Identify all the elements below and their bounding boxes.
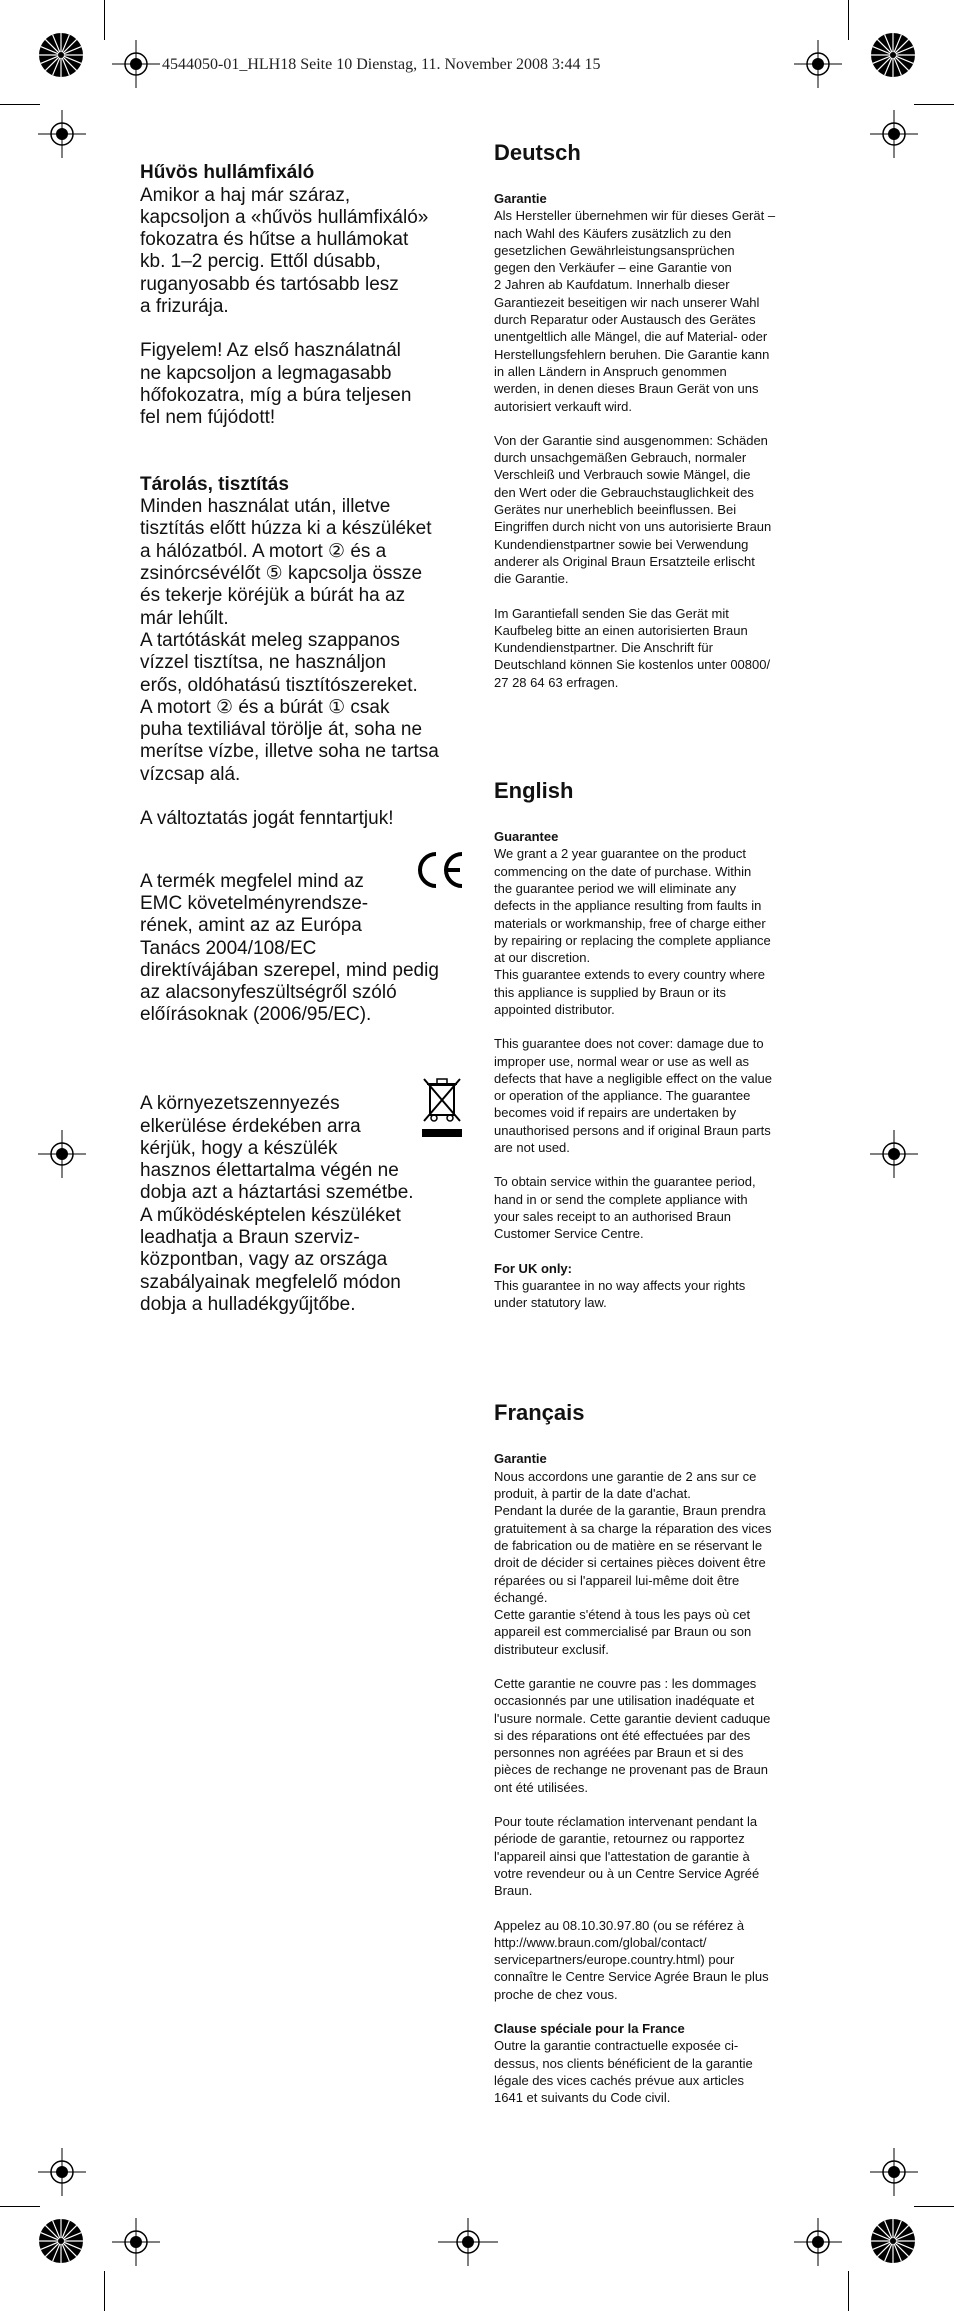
print-slug: 4544050-01_HLH18 Seite 10 Dienstag, 11. November 2008 3:44 15 [162, 56, 601, 73]
ce-mark-icon [414, 850, 466, 890]
heading-francais: Français [494, 1400, 585, 1426]
registration-mark-icon [38, 110, 86, 158]
heading-deutsch: Deutsch [494, 140, 581, 165]
de-p1 [494, 190, 816, 415]
de-p2: Von der Garantie sind ausgenommen: Schäden durch unsachgemäßen Gebrauch, normaler Verschleiß und Verbrauch sowie Mängel, die den Wert oder die Gebrauchstauglichkeit des Gerätes nur unerheblich beeinflussen. Bei Eingriffen durch nicht von uns autorisierte Braun Kundendienstpartner sowie bei Verwendung anderer als Original Braun Ersatzteile erlischt die Garantie. [494, 432, 772, 587]
star-target-icon [38, 2218, 84, 2264]
crop-line [848, 2271, 849, 2311]
en-uk-title: For UK only: [494, 1260, 572, 1276]
env-section [140, 1071, 460, 1339]
registration-mark-icon [870, 1130, 918, 1178]
crop-line [0, 2206, 40, 2207]
registration-mark-icon [870, 2148, 918, 2196]
registration-mark-icon [38, 2148, 86, 2196]
fr-subtitle: Garantie [494, 1451, 547, 1467]
crop-line [914, 2206, 954, 2207]
en-p1 [494, 828, 816, 1018]
cool-section [140, 140, 460, 318]
fr-p3: Pour toute réclamation intervenant pendant la période de garantie, retournez ou rapportez l'appareil ainsi que l'attestation de garantie à votre revendeur ou à un Centre Service Agréé Braun. [494, 1814, 760, 1899]
storage-title: Tárolás, tisztítás [140, 473, 289, 495]
en-p2: This guarantee does not cover: damage due to improper use, normal wear or use as well as defects that have a negligible effect on the value or operation of the appliance. The guarantee becomes void if repairs are undertaken by unauthorised persons and if original Braun parts are not used. [494, 1036, 773, 1156]
storage-text: Minden használat után, illetve tisztítás előtt húzza ki a készüléket a hálózatból. A motort ② és a zsinórcsévélőt ⑤ kapcsolja össze és tekerje köréjük a búrát ha az már lehűlt. A tartótáskát meleg szappanos vízzel tisztítsa, ne használjon erős, oldóhatású tisztítószereket. A motort ② és a búrát ① csak puha textiliával törölje át, soha ne merítse vízbe, illetve soha ne tartsa vízcsap alá. [140, 496, 439, 785]
registration-mark-icon [38, 1130, 86, 1178]
emc-text: A termék megfelel mind az EMC követelményrendsze- rének, amint az az Európa Tanács 2004/108/EC direktívájában szerepel, mind pedig az alacsonyfeszültségről szóló előírásoknak (2006/95/EC). [140, 870, 439, 1026]
en-subtitle: Guarantee [494, 829, 559, 845]
left-column [140, 140, 460, 1361]
fr-p1-text: Nous accordons une garantie de 2 ans sur ce produit, à partir de la date d'achat. Pendant la durée de la garantie, Braun prendra gratuitement à sa charge la réparation des vices de fabrication ou de matière en se réservant le droit de décider si certaines pièces doivent être réparées ou si l'appareil lui-même doit être échangé. Cette garantie s'étend à tous les pays où cet appareil est commercialisé par Braun ou son distributeur exclusif. [494, 1468, 772, 1657]
registration-mark-icon [794, 2218, 842, 2266]
de-p1-text: Als Hersteller übernehmen wir für dieses Gerät – nach Wahl des Käufers zusätzlich zu den gesetzlichen Gewährleistungsansprüchen gegen den Verkäufer – eine Garantie von 2 Jahren ab Kaufdatum. Innerhalb dieser Garantiezeit beseitigen wir nach unserer Wahl durch Reparatur oder Austausch des Gerätes unentgeltlich alle Mängel, die auf Material- oder Herstellungsfehlern beruhen. Die Garantie kann in allen Ländern in Anspruch genommen werden, in denen dieses Braun Gerät von uns autorisiert verkauft wird. [494, 208, 776, 414]
registration-mark-icon [438, 2218, 498, 2266]
crop-line [104, 2271, 105, 2311]
crop-line [104, 0, 105, 40]
en-uk-text: This guarantee in no way affects your rights under statutory law. [494, 1277, 746, 1311]
registration-mark-icon [112, 2218, 160, 2266]
en-p3: To obtain service within the guarantee period, hand in or send the complete appliance with your sales receipt to an authorised Braun Customer Service Centre. [494, 1174, 756, 1242]
heading-english: English [494, 778, 574, 804]
cool-text: Amikor a haj már száraz, kapcsoljon a «hűvös hullámfixáló» fokozatra és hűtse a hullámokat kb. 1–2 percig. Ettől dúsabb, ruganyosabb és tartósabb lesz a frizurája. [140, 184, 429, 318]
registration-mark-icon [794, 40, 842, 88]
cool-title: Hűvös hullámfixáló [140, 162, 315, 184]
fr-clause-text: Outre la garantie contractuelle exposée ci- dessus, nos clients bénéficient de la garantie légale des vices cachés prévue aux articles 1641 et suivants du Code civil. [494, 2038, 753, 2106]
star-target-icon [870, 32, 916, 78]
reserve-text: A változtatás jogát fenntartjuk! [140, 808, 394, 830]
fr-p2: Cette garantie ne couvre pas : les dommages occasionnés par une utilisation inadéquate et l'usure normale. Cette garantie devient caduque si des réparations ont été effectuées par des personnes non agréées par Braun et si des pièces de rechange ne provenant pas de Braun ont été utilisées. [494, 1676, 771, 1795]
en-p1-text: We grant a 2 year guarantee on the product commencing on the date of purchase. Within the guarantee period we will eliminate any defects in the appliance resulting from faults in materials or workmanship, free of charge either by repairing or replacing the complete appliance at our discretion. This guarantee extends to every country where this appliance is supplied by Braun or its appointed distributor. [494, 846, 771, 1017]
crop-line [0, 104, 40, 105]
env-text: A környezetszennyezés elkerülése érdekében arra kérjük, hogy a készülék hasznos élettartalma végén ne dobja azt a háztartási szemétbe. A működésképtelen készüléket leadhatja a Braun szerviz- központban, vagy az országa szabályainak megfelelő módon dobja a hulladékgyűjtőbe. [140, 1093, 414, 1315]
fr-p4: Appelez au 08.10.30.97.80 (ou se référez à http://www.braun.com/global/contact/ servicepartners/europe.country.html) pour connaître le Centre Service Agrée Braun le plus proche de chez vous. [494, 1917, 769, 2002]
star-target-icon [38, 32, 84, 78]
registration-mark-icon [870, 110, 918, 158]
fr-p1 [494, 1450, 816, 1658]
de-p3: Im Garantiefall senden Sie das Gerät mit Kaufbeleg bitte an einen autorisierten Braun Kundendienstpartner. Die Anschrift für Deutschland können Sie kostenlos unter 00800/ 27 28 64 63 erfragen. [494, 605, 771, 690]
fr-clause-title: Clause spéciale pour la France [494, 2021, 685, 2037]
fr-clause [494, 2020, 816, 2106]
en-uk [494, 1260, 816, 1312]
star-target-icon [870, 2218, 916, 2264]
right-column [494, 140, 816, 2124]
crop-line [914, 104, 954, 105]
de-subtitle: Garantie [494, 191, 547, 206]
storage-section [140, 452, 460, 786]
crossed-bin-icon [420, 1075, 464, 1139]
crop-line [848, 0, 849, 40]
emc-section [140, 848, 460, 1049]
warning-text: Figyelem! Az első használatnál ne kapcsoljon a legmagasabb hőfokozatra, míg a búra teljesen fel nem fújódott! [140, 340, 412, 429]
registration-mark-icon [112, 40, 160, 88]
